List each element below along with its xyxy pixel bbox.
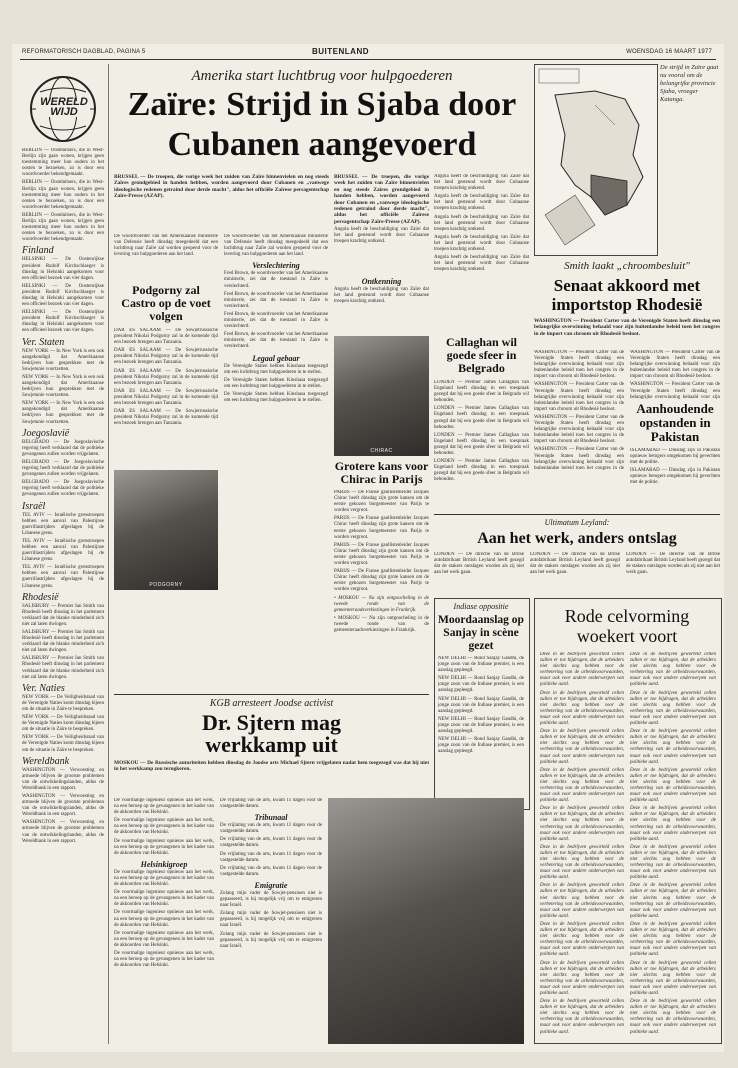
- sidebar-text: HELSINKI — De Oostenrijkse president Rudolf Kirchschlaeger is dinsdag in Helsinki aangekomen voor een officieel bezoek van vier dagen.: [22, 257, 104, 281]
- sidebar-text: SALISBURY — Premier Ian Smith van Rhodesië heeft dinsdag in het parlement verklaard dat de blanke minderheid zich niet zal laten dwingen.: [22, 656, 104, 680]
- body-copy: Angola heeft de beschuldiging van Zaïre dat het land gesteund wordt door Cubaanse troepen krachtig ontkend.: [434, 255, 529, 273]
- smith-kicker: Smith laakt „chroombesluit": [564, 260, 690, 272]
- sjtern-kicker: KGB arresteert Joodse activist: [209, 698, 334, 709]
- sidebar-heading: Ver. Staten: [22, 336, 65, 348]
- body-copy: Deze in de bedrijven geworteld cellen zullen er toe bijdragen, dat de arbeiders niet slechts oog hebben voor de verbetering van de arbeidsvoorwaarden, maar ook voor andere onderwerpen van politieke aard.: [540, 999, 624, 1035]
- sjtern-headline-1: Dr. Sjtern mag: [201, 710, 342, 735]
- body-copy: LONDEN — De directie van de Britse autofabrikant British Leyland heeft gezegd dat de stakers ontslagen worden als zij niet aan het werk gaan.: [530, 552, 620, 576]
- main-col4-text: Angola heeft de beschuldiging van Zaïre dat het land gesteund wordt door Cubaanse troepen krachtig ontkend.: [434, 174, 529, 192]
- body-copy: Fred Brown, de woordvoerder van het Amerikaanse ministerie, zei dat de toestand in Zaïre is verslechterd.: [224, 291, 328, 309]
- body-copy: DAR ES SALAAM — De Sowjetrussische president Nikolai Podgorny zal in de komende tijd een bezoek brengen aan Tanzania.: [114, 409, 218, 427]
- logo-line1: WERELD: [40, 96, 88, 108]
- aanhoudende-text: ISLAMABAD — Dinsdag zijn in Pakistan opnieuw betogers omgekomen bij gevechten met de politie.: [630, 448, 720, 466]
- header-date: WOENSDAG 16 MAART 1977: [626, 49, 712, 55]
- body-copy: Deze in de bedrijven geworteld cellen zullen er toe bijdragen, dat de arbeiders niet slechts oog hebben voor de verbetering van de arbeidsvoorwaarden, maar ook voor andere onderwerpen van politieke aard.: [540, 883, 624, 919]
- sidebar-heading: Israël: [22, 500, 46, 512]
- body-copy: De Verenigde Staten hebben Kinshasa toegezegd om een luchtbrug met hulpgoederen in te stellen.: [224, 377, 328, 389]
- sjtern-headline-2: werkkamp uit: [205, 732, 338, 757]
- aanhoudende-body: [630, 448, 720, 508]
- sidebar-text: SALISBURY — Premier Ian Smith van Rhodesië heeft dinsdag in het parlement verklaard dat de blanke minderheid zich niet zal laten dwingen.: [22, 630, 104, 654]
- rode-text: Deze in de bedrijven geworteld cellen zullen er toe bijdragen, dat de arbeiders niet slechts oog hebben voor de verbetering van de arbeidsvoorwaarden, maar ook voor andere onderwerpen van politieke aard.: [540, 652, 624, 688]
- body-copy: Angola heeft de beschuldiging van Zaïre dat het land gesteund wordt door Cubaanse troepen krachtig ontkend.: [434, 214, 529, 232]
- sjtern-rule: [114, 694, 429, 695]
- sidebar-text: NEW YORK — De Veiligheidsraad van de Verenigde Naties komt dinsdag bijeen om de situatie in Zaïre te bespreken.: [22, 715, 104, 733]
- newspaper-page: [12, 44, 724, 1052]
- sidebar-text: SALISBURY — Premier Ian Smith van Rhodesië heeft dinsdag in het parlement verklaard dat de blanke minderheid zich niet zal laten dwingen.: [22, 603, 104, 627]
- emigratie-subhead: Emigratie: [254, 880, 288, 890]
- aanhoudende-headline: Aanhoudende opstanden in Pakistan: [636, 401, 714, 444]
- smith-lead-text: WASHINGTON — President Carter van de Verenigde Staten heeft dinsdag een belangrijke overwinning behaald voor zijn buitenlandse beleid toen het congres in de import van chroom uit Rhodesië besloot.: [534, 318, 720, 337]
- body-copy: Zolang mijn vader de Sowjet-pensioen niet is gepasseerd, is hij mogelijk vrij om te emigreren naar Israël.: [220, 931, 322, 949]
- body-copy: LONDEN — De directie van de Britse autofabrikant British Leyland heeft gezegd dat de stakers ontslagen worden als zij niet aan het werk gaan.: [626, 552, 720, 576]
- sjtern-col-1: [114, 798, 214, 1044]
- main-lead-cont-text: BRUSSEL — De troepen, die vorige week het zuiden van Zaïre binnenvielen en nog steeds Zaïres grondgebied in handen hebben, worden aangevoerd door Cubanen en „vanwege ideologische redenen getraind door derde macht", aldus het officiële Zaïrese persagentschap Zaïre-Presse (AZAP).: [334, 174, 429, 225]
- body-copy: WASHINGTON — President Carter van de Verenigde Staten heeft dinsdag een belangrijke overwinning behaald voor zijn buitenlandse beleid toen het congres in de import van chroom uit Rhodesië besloot.: [630, 350, 720, 380]
- main-body-cont: De woordvoerder van het Amerikaanse ministerie van Defensie heeft dinsdag meegedeeld dat een luchtbrug naar Zaïre zal worden geopend voor de levering van hulpgoederen aan het land.: [224, 234, 328, 258]
- podgorny-headline: Podgorny zal Castro op de voet volgen: [121, 283, 211, 323]
- sidebar-text: BERLIJN — Oostduitsers, die in West-Berlijn zijn gaan wonen, krijgen geen toestemming meer hun ouders in het oosten te bezoeken, zo is door een woordvoerder bekendgemaakt.: [22, 180, 104, 210]
- callaghan-headline: Callaghan wil goede sfeer in Belgrado: [445, 335, 517, 375]
- leyland-headline: Aan het werk, anders ontslag: [477, 530, 677, 547]
- main-headline-1: Zaïre: Strijd in Sjaba door: [127, 86, 517, 123]
- sidebar-text: BELGRADO — De Joegoslavische regering heeft verklaard dat de politieke gevangenen zullen worden vrijgelaten.: [22, 459, 104, 478]
- header-section: BUITENLAND: [312, 47, 369, 56]
- map-caption-col: [660, 64, 720, 254]
- sidebar-heading: Wereldbank: [22, 755, 70, 767]
- body-copy: NEW DELHI — Rond Sanjay Gandhi, de jonge zoon van de Indiase premier, is een aanslag gepleegd.: [438, 716, 524, 735]
- callaghan-text: LONDEN — Premier James Callaghan van Engeland heeft dinsdag in een toespraak gezegd dat hij een goede sfeer in Belgrado wil behouden.: [434, 380, 529, 404]
- sjtern-photo: [328, 798, 524, 1044]
- body-copy: Deze in de bedrijven geworteld cellen zullen er toe bijdragen, dat de arbeiders niet slechts oog hebben voor de verbetering van de arbeidsvoorwaarden, maar ook voor andere onderwerpen van politieke aard.: [540, 921, 624, 958]
- body-copy: De voormalige ingenieur opnieuw aan het werk, na een beroep op de gevangenen in het kader van de akkoorden van Helsinki.: [114, 930, 214, 948]
- body-copy: De voormalige ingenieur opnieuw aan het werk, na een beroep op de gevangenen in het kader van de akkoorden van Helsinki.: [114, 890, 214, 908]
- body-copy: PARIJS — De Franse gaullistenleider Jacques Chirac heeft dinsdag zijn grote kansen om de eerste gekozen burgemeester van Parijs te worden vergroot.: [334, 569, 429, 593]
- body-copy: ISLAMABAD — Dinsdag zijn in Pakistan opnieuw betogers omgekomen bij gevechten met de politie.: [630, 468, 720, 486]
- body-copy: Fred Brown, de woordvoerder van het Amerikaanse ministerie, zei dat de toestand in Zaïre is verslechterd.: [224, 332, 328, 350]
- page-header: [12, 47, 724, 59]
- sidebar-text: BELGRADO — De Joegoslavische regering heeft verklaard dat de politieke gevangenen zullen worden vrijgelaten.: [22, 480, 104, 498]
- body-copy: De vrijlating van de arts, kwam 11 dagen voor de vastgestelde datum.: [220, 837, 322, 849]
- chirac-photo: [334, 336, 429, 456]
- body-copy: De voormalige ingenieur opnieuw aan het werk, na een beroep op de gevangenen in het kader van de akkoorden van Helsinki.: [114, 950, 214, 969]
- main-col-4: [434, 174, 529, 330]
- leyland-col-3: [626, 552, 720, 592]
- body-copy: Deze in de bedrijven geworteld cellen zullen er toe bijdragen, dat de arbeiders niet slechts oog hebben voor de verbetering van de arbeidsvoorwaarden, maar ook voor andere onderwerpen van politieke aard.: [630, 844, 716, 881]
- body-copy: De voormalige ingenieur opnieuw aan het werk, na een beroep op de gevangenen in het kader van de akkoorden van Helsinki.: [114, 910, 214, 928]
- sidebar-text: BELGRADO — De Joegoslavische regering heeft verklaard dat de politieke gevangenen zullen worden vrijgelaten.: [22, 439, 104, 457]
- sidebar-text: NEW YORK — De Veiligheidsraad van de Verenigde Naties komt dinsdag bijeen om de situatie in Zaïre te bespreken.: [22, 735, 104, 753]
- main-headline-2: Cubanen aangevoerd: [167, 126, 477, 163]
- tribunaal-text: De vrijlating van de arts, kwam 11 dagen voor de vastgestelde datum.: [220, 823, 322, 835]
- map-graphic: [535, 65, 657, 255]
- body-copy: De Verenigde Staten hebben Kinshasa toegezegd om een luchtbrug met hulpgoederen in te stellen.: [224, 391, 328, 403]
- body-copy: DAR ES SALAAM — De Sowjetrussische president Nikolai Podgorny zal in de komende tijd een bezoek brengen aan Tanzania.: [114, 368, 218, 386]
- verslechtering-text: Fred Brown, de woordvoerder van het Amerikaanse ministerie, zei dat de toestand in Zaïre is verslechterd.: [224, 271, 328, 289]
- sidebar-text: BERLIJN — Oostduitsers, die in West-Berlijn zijn gaan wonen, krijgen geen toestemming meer hun ouders in het oosten te bezoeken, zo is door een woordvoerder bekendgemaakt.: [22, 148, 104, 178]
- verslechtering-column: [224, 234, 328, 594]
- sidebar-text: TEL AVIV — Israëlische grenstroepen hebben een aanval van Palestijnse guerrillastrijders afgeslagen bij de Libanese grens.: [22, 512, 104, 536]
- smith-col-2: [630, 350, 720, 400]
- sjtern-lead-text: MOSKOU — De Russische autoriteiten hebben dinsdag de Joodse arts Michael Sjtern vrijgelaten nadat hem toegezegd was dat hij niet in het werkkamp zou terugkeren.: [114, 760, 429, 773]
- sidebar-text: HELSINKI — De Oostenrijkse president Rudolf Kirchschlaeger is dinsdag in Helsinki aangekomen voor een officieel bezoek van vier dagen.: [22, 283, 104, 308]
- main-lead-text: BRUSSEL — De troepen, die vorige week het zuiden van Zaïre binnenvielen en nog steeds Zaïres grondgebied in handen hebben, worden aangevoerd door Cubanen en „vanwege ideologische redenen getraind door derde macht", aldus het officiële Zaïrese persagentschap Zaïre-Presse (AZAP).: [114, 174, 329, 200]
- header-rule: [20, 59, 716, 60]
- body-copy: Deze in de bedrijven geworteld cellen zullen er toe bijdragen, dat de arbeiders niet slechts oog hebben voor de verbetering van de arbeidsvoorwaarden, maar ook voor andere onderwerpen van politieke aard.: [540, 767, 624, 804]
- body-copy: DAR ES SALAAM — De Sowjetrussische president Nikolai Podgorny zal in de komende tijd een bezoek brengen aan Tanzania.: [114, 388, 218, 407]
- rode-col-1: [540, 652, 624, 1038]
- body-copy: NEW DELHI — Rond Sanjay Gandhi, de jonge zoon van de Indiase premier, is een aanslag gepleegd.: [438, 737, 524, 755]
- leyland-text: LONDEN — De directie van de Britse autofabrikant British Leyland heeft gezegd dat de stakers ontslagen worden als zij niet aan het werk gaan.: [434, 552, 524, 576]
- body-copy: De vrijlating van de arts, kwam 11 dagen voor de vastgestelde datum.: [220, 851, 322, 863]
- verslechtering-subhead: Verslechtering: [252, 261, 300, 271]
- body-copy: Deze in de bedrijven geworteld cellen zullen er toe bijdragen, dat de arbeiders niet slechts oog hebben voor de verbetering van de arbeidsvoorwaarden, maar ook voor andere onderwerpen van politieke aard.: [540, 729, 624, 765]
- legaal-gebaar-subhead: Legaal gebaar: [252, 353, 300, 363]
- body-copy: Deze in de bedrijven geworteld cellen zullen er toe bijdragen, dat de arbeiders niet slechts oog hebben voor de verbetering van de arbeidsvoorwaarden, maar ook voor andere onderwerpen van politieke aard.: [630, 883, 716, 919]
- body-copy: PARIJS — De Franse gaullistenleider Jacques Chirac heeft dinsdag zijn grote kansen om de eerste gekozen burgemeester van Parijs te worden vergroot.: [334, 542, 429, 567]
- smith-col-1: [534, 350, 624, 470]
- sidebar-text: NEW YORK — In New York is een ook aangekondigd dat Amerikaanse bedrijven hun gesprekken met de Sowjetunie voortzetten.: [22, 348, 104, 372]
- main-body-text: De woordvoerder van het Amerikaanse ministerie van Defensie heeft dinsdag meegedeeld dat een luchtbrug naar Zaïre zal worden geopend voor de levering van hulpgoederen aan het land.: [114, 234, 218, 258]
- sidebar-text: NEW YORK — De Veiligheidsraad van de Verenigde Naties komt dinsdag bijeen om de situatie in Zaïre te bespreken.: [22, 694, 104, 712]
- sjtern-col-2: [220, 798, 322, 1044]
- sidebar-heading: Rhodesië: [22, 591, 59, 603]
- body-copy: De voormalige ingenieur opnieuw aan het werk, na een beroep op de gevangenen in het kader van de akkoorden van Helsinki.: [114, 818, 214, 836]
- chirac-photo-caption: CHIRAC: [370, 448, 393, 454]
- sjtern-lead: [114, 760, 429, 796]
- sanjay-text: NEW DELHI — Rond Sanjay Gandhi, de jonge zoon van de Indiase premier, is een aanslag gepleegd.: [438, 656, 524, 674]
- body-copy: • MOSKOU — Na zijn ontgoocheling in de tweede ronde van de gemeenteraadsverkiezingen in Frankrijk.: [334, 615, 429, 633]
- main-lead: [114, 174, 329, 234]
- body-copy: De vrijlating van de arts, kwam 11 dagen voor de vastgestelde datum.: [220, 798, 322, 810]
- chirac-text: PARIJS — De Franse gaullistenleider Jacques Chirac heeft dinsdag zijn grote kansen om de eerste gekozen burgemeester van Parijs te worden vergroot.: [334, 490, 429, 514]
- sidebar-text: NEW YORK — In New York is een ook aangekondigd dat Amerikaanse bedrijven hun gesprekken met de Sowjetunie voortzetten.: [22, 374, 104, 399]
- column-divider: [108, 64, 109, 1044]
- callaghan-body: [434, 380, 529, 520]
- sanjay-headline: Moordaanslag op Sanjay in scène gezet: [438, 614, 524, 652]
- body-copy: LONDEN — Premier James Callaghan van Engeland heeft dinsdag in een toespraak gezegd dat hij een goede sfeer in Belgrado wil behouden.: [434, 432, 529, 457]
- tribunaal-subhead: Tribunaal: [254, 813, 288, 823]
- sidebar-heading: Finland: [22, 245, 54, 257]
- body-copy: Deze in de bedrijven geworteld cellen zullen er toe bijdragen, dat de arbeiders niet slechts oog hebben voor de verbetering van de arbeidsvoorwaarden, maar ook voor andere onderwerpen van politieke aard.: [630, 690, 716, 727]
- sidebar-heading: Ver. Naties: [22, 682, 65, 694]
- leyland-rule: [434, 514, 720, 515]
- body-copy: Deze in de bedrijven geworteld cellen zullen er toe bijdragen, dat de arbeiders niet slechts oog hebben voor de verbetering van de arbeidsvoorwaarden, maar ook voor andere onderwerpen van politieke aard.: [540, 806, 624, 842]
- sidebar-text: TEL AVIV — Israëlische grenstroepen hebben een aanval van Palestijnse guerrillastrijders afgeslagen bij de Libanese grens.: [22, 538, 104, 563]
- leyland-col-1: [434, 552, 524, 592]
- body-copy: LONDEN — Premier James Callaghan van Engeland heeft dinsdag in een toespraak gezegd dat hij een goede sfeer in Belgrado wil behouden.: [434, 459, 529, 483]
- podgorny-photo-caption: PODGORNY: [149, 582, 183, 588]
- body-copy: NEW DELHI — Rond Sanjay Gandhi, de jonge zoon van de Indiase premier, is een aanslag gepleegd.: [438, 696, 524, 714]
- map-caption: De strijd in Zaïre gaat nu vooral om de belangrijke provincie Sjaba, vroeger Katanga.: [660, 64, 719, 103]
- leyland-kicker: Ultimatum Leyland:: [544, 518, 610, 527]
- chirac-body: [334, 490, 429, 690]
- body-copy: WASHINGTON — President Carter van de Verenigde Staten heeft dinsdag een belangrijke overwinning behaald voor zijn: [630, 382, 720, 400]
- body-copy: Deze in de bedrijven geworteld cellen zullen er toe bijdragen, dat de arbeiders niet slechts oog hebben voor de verbetering van de arbeidsvoorwaarden, maar ook voor andere onderwerpen van politieke aard.: [630, 921, 716, 958]
- body-copy: WASHINGTON — President Carter van de Verenigde Staten heeft dinsdag een belangrijke overwinning behaald voor zijn buitenlandse beleid toen het congres in de import van chroom uit Rhodesië besloot.: [534, 414, 624, 445]
- sidebar-heading: Joegoslavië: [22, 427, 70, 439]
- body-copy: [630, 999, 716, 1036]
- main-body2-text: Angola heeft de beschuldiging van Zaïre dat het land gesteund wordt door Cubaanse troepen krachtig ontkend.: [334, 227, 429, 245]
- body-copy: LONDEN — Premier James Callaghan van Engeland heeft dinsdag in een toespraak gezegd dat hij een goede sfeer in Belgrado wil behouden.: [434, 406, 529, 430]
- ontkenning-subhead: Ontkenning: [361, 277, 402, 286]
- sidebar-text: WASHINGTON — Verwoesting en armoede blijven de grootste problemen van de ontwikkelingslanden, aldus de Wereldbank in een rapport.: [22, 793, 104, 818]
- body-copy: WASHINGTON — President Carter van de Verenigde Staten heeft dinsdag een belangrijke overwinning behaald voor zijn buitenlandse beleid toen het congres in de: [534, 447, 624, 470]
- main-kicker: Amerika start luchtbrug voor hulpgoederen: [191, 68, 453, 84]
- leyland-col-2: [530, 552, 620, 592]
- body-copy: PARIJS — De Franse gaullistenleider Jacques Chirac heeft dinsdag zijn grote kansen om de eerste gekozen burgemeester van Parijs te worden vergroot.: [334, 516, 429, 540]
- ontkenning-block: [334, 274, 429, 330]
- body-copy: Fred Brown, de woordvoerder van het Amerikaanse ministerie, zei dat de toestand in Zaïre is verslechterd.: [224, 311, 328, 330]
- main-lead-cont: [334, 174, 429, 284]
- helsinki-subhead: Helsinkigroep: [140, 859, 188, 869]
- body-copy: NEW DELHI — Rond Sanjay Gandhi, de jonge zoon van de Indiase premier, is een aanslag gepleegd.: [438, 676, 524, 694]
- rode-col-2: [630, 652, 716, 1038]
- sidebar-text: TEL AVIV — Israëlische grenstroepen hebben een aanval van Palestijnse guerrillastrijders afgeslagen bij de Libanese grens.: [22, 565, 104, 589]
- body-copy: Deze in de bedrijven geworteld cellen zullen er toe bijdragen, dat de arbeiders niet slechts oog hebben voor de verbetering van de arbeidsvoorwaarden, maar ook voor andere onderwerpen van politieke aard.: [630, 729, 716, 765]
- podgorny-body: [114, 328, 218, 468]
- rode-headline: Rode celvorming woekert voort: [564, 606, 690, 646]
- body-copy: WASHINGTON — President Carter van de Verenigde Staten heeft dinsdag een belangrijke overwinning behaald voor zijn buitenlandse beleid toen het congres in de import van chroom uit Rhodesië besloot.: [534, 350, 624, 380]
- emigratie-text: Zolang mijn vader de Sowjet-pensioen niet is gepasseerd, is hij mogelijk vrij om te emigreren naar Israël.: [220, 890, 322, 909]
- wereldwijd-title: [34, 97, 94, 117]
- sidebar-text: WASHINGTON — Verwoesting en armoede blijven de grootste problemen van de ontwikkelingslanden, aldus de Wereldbank in een rapport.: [22, 767, 104, 791]
- header-left: REFORMATORISCH DAGBLAD, PAGINA 5: [22, 49, 146, 55]
- body-copy: Deze in de bedrijven geworteld cellen zullen er toe bijdragen, dat de arbeiders niet slechts oog hebben voor de verbetering van de arbeidsvoorwaarden, maar ook voor andere onderwerpen van politieke aard.: [630, 767, 716, 804]
- sidebar-text: NEW YORK — In New York is een ook aangekondigd dat Amerikaanse bedrijven hun gesprekken met de Sowjetunie voortzetten.: [22, 401, 104, 425]
- smith-lead: [534, 318, 720, 350]
- body-copy: Zolang mijn vader de Sowjet-pensioen niet is gepasseerd, is hij mogelijk vrij om te emigreren naar Israël.: [220, 911, 322, 929]
- sidebar-text: BERLIJN — Oostduitsers, die in West-Berlijn zijn gaan wonen, krijgen geen toestemming meer hun ouders in het oosten te bezoeken, zo is door een woordvoerder bekendgemaakt.: [22, 212, 104, 243]
- body-copy: De voormalige ingenieur opnieuw aan het werk, na een beroep op de gevangenen in het kader van de akkoorden van Helsinki.: [114, 838, 214, 856]
- podgorny-photo: [114, 470, 218, 590]
- sidebar-text: HELSINKI — De Oostenrijkse president Rudolf Kirchschlaeger is dinsdag in Helsinki aangekomen voor een officieel bezoek van vier dagen.: [22, 310, 104, 334]
- sidebar-text: WASHINGTON — Verwoesting en armoede blijven de grootste problemen van de ontwikkelingslanden, aldus de Wereldbank in een rapport.: [22, 820, 104, 844]
- body-copy: Deze in de bedrijven geworteld cellen zullen er toe bijdragen, dat de arbeiders niet slechts oog hebben voor de verbetering van de arbeidsvoorwaarden, maar ook voor andere onderwerpen van politieke aard.: [630, 806, 716, 842]
- sidebar-column: [22, 148, 104, 1048]
- legaal-gebaar-text: De Verenigde Staten hebben Kinshasa toegezegd om een luchtbrug met hulpgoederen in te stellen.: [224, 363, 328, 375]
- body-copy: Deze in de bedrijven geworteld cellen zullen er toe bijdragen, dat de arbeiders niet slechts oog hebben voor de verbetering van de arbeidsvoorwaarden, maar ook voor andere onderwerpen van politieke aard.: [540, 690, 624, 727]
- chirac-headline: Grotere kans voor Chirac in Parijs: [334, 459, 429, 486]
- body-copy: Deze in de bedrijven geworteld cellen zullen er toe bijdragen, dat de arbeiders niet slechts oog hebben voor de verbetering van de arbeidsvoorwaarden, maar ook voor andere onderwerpen van politieke aard.: [630, 999, 716, 1035]
- podgorny-text: DAR ES SALAAM — De Sowjetrussische president Nikolai Podgorny zal in de komende tijd een bezoek brengen aan Tanzania.: [114, 328, 218, 346]
- body-copy: Angola heeft de beschuldiging van Zaïre dat het land gesteund wordt door Cubaanse troepen krachtig ontkend.: [434, 194, 529, 212]
- body-copy: Angola heeft de beschuldiging van Zaïre dat het land gesteund wordt door Cubaanse troepen krachtig ontkend.: [434, 234, 529, 253]
- body-copy: WASHINGTON — President Carter van de Verenigde Staten heeft dinsdag een belangrijke overwinning behaald voor zijn buitenlandse beleid toen het congres in de import van chroom uit Rhodesië besloot.: [534, 382, 624, 412]
- helsinki-text: De voormalige ingenieur opnieuw aan het werk, na een beroep op de gevangenen in het kader van de akkoorden van Helsinki.: [114, 869, 214, 888]
- chirac-bullet: • MOSKOU — Na zijn ontgoocheling in de tweede ronde van de gemeenteraadsverkiezingen in Frankrijk.: [334, 595, 429, 613]
- sanjay-body: [438, 656, 524, 804]
- sanjay-kicker: Indiase oppositie: [453, 602, 509, 611]
- body-copy: Deze in de bedrijven geworteld cellen zullen er toe bijdragen, dat de arbeiders niet slechts oog hebben voor de verbetering van de arbeidsvoorwaarden, maar ook voor andere onderwerpen van politieke aard.: [540, 960, 624, 996]
- body-copy: De vrijlating van de arts, kwam 11 dagen voor de vastgestelde datum.: [220, 865, 322, 877]
- zaire-map: [534, 64, 658, 256]
- main-body: [114, 234, 218, 280]
- logo-line2: WIJD: [50, 106, 78, 118]
- body-copy: DAR ES SALAAM — De Sowjetrussische president Nikolai Podgorny zal in de komende tijd een bezoek brengen aan Tanzania.: [114, 348, 218, 366]
- body-copy: Deze in de bedrijven geworteld cellen zullen er toe bijdragen, dat de arbeiders niet slechts oog hebben voor de verbetering van de arbeidsvoorwaarden, maar ook voor andere onderwerpen van politieke aard.: [630, 960, 716, 996]
- smith-headline: Senaat akkoord met importstop Rhodesië: [551, 276, 703, 314]
- body-copy: De voormalige ingenieur opnieuw aan het werk, na een beroep op de gevangenen in het kader van de akkoorden van Helsinki.: [114, 798, 214, 816]
- ontkenning-text: Angola heeft de beschuldiging van Zaïre dat het land gesteund wordt door Cubaanse troepen krachtig ontkend.: [334, 287, 429, 305]
- body-copy: Deze in de bedrijven geworteld cellen zullen er toe bijdragen, dat de arbeiders niet slechts oog hebben voor de verbetering van de arbeidsvoorwaarden, maar ook voor andere onderwerpen van politieke aard.: [540, 844, 624, 881]
